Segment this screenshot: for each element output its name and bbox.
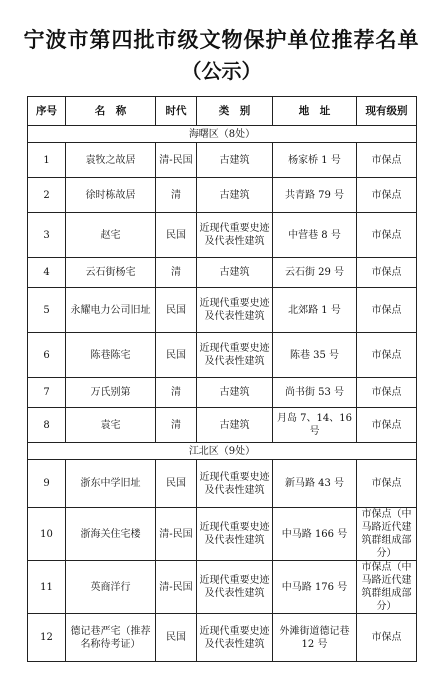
table-row	[28, 288, 417, 333]
cell-no: 11	[28, 561, 66, 614]
cell-level: 市保点（中马路近代建筑群组成部分）	[357, 508, 417, 561]
cell-name: 袁牧之故居	[66, 143, 156, 178]
cell-category: 古建筑	[197, 378, 273, 408]
cell-address: 外滩街道德记巷 12 号	[273, 614, 357, 662]
cell-era: 清-民国	[156, 508, 197, 561]
cell-category: 近现代重要史迹及代表性建筑	[197, 460, 273, 508]
cell-name: 袁宅	[66, 408, 156, 443]
cell-no: 7	[28, 378, 66, 408]
cell-era: 清	[156, 258, 197, 288]
heritage-table	[27, 96, 417, 662]
section-label: 海曙区（8处）	[28, 126, 417, 143]
table-row	[28, 614, 417, 662]
cell-level: 市保点（中马路近代建筑群组成部分）	[357, 561, 417, 614]
table-row	[28, 258, 417, 288]
header-level: 现有级别	[357, 97, 417, 126]
cell-level: 市保点	[357, 213, 417, 258]
table-row	[28, 333, 417, 378]
header-era: 时代	[156, 97, 197, 126]
cell-address: 中马路 166 号	[273, 508, 357, 561]
cell-no: 9	[28, 460, 66, 508]
document-subtitle: （公示）	[181, 59, 262, 83]
cell-name: 徐时栋故居	[66, 178, 156, 213]
cell-category: 古建筑	[197, 143, 273, 178]
section-label: 江北区（9处）	[28, 443, 417, 460]
cell-name: 永耀电力公司旧址	[66, 288, 156, 333]
cell-level: 市保点	[357, 614, 417, 662]
table-row	[28, 178, 417, 213]
cell-no: 10	[28, 508, 66, 561]
table-row	[28, 378, 417, 408]
cell-level: 市保点	[357, 288, 417, 333]
cell-era: 民国	[156, 333, 197, 378]
cell-category: 近现代重要史迹及代表性建筑	[197, 561, 273, 614]
cell-no: 6	[28, 333, 66, 378]
cell-name: 云石街杨宅	[66, 258, 156, 288]
cell-address: 云石街 29 号	[273, 258, 357, 288]
document-title: 宁波市第四批市级文物保护单位推荐名单	[23, 27, 420, 52]
cell-category: 近现代重要史迹及代表性建筑	[197, 333, 273, 378]
table-row	[28, 508, 417, 561]
header-name: 名 称	[66, 97, 156, 126]
table-row	[28, 143, 417, 178]
cell-name: 陈巷陈宅	[66, 333, 156, 378]
table-row	[28, 561, 417, 614]
cell-no: 4	[28, 258, 66, 288]
cell-address: 杨家桥 1 号	[273, 143, 357, 178]
cell-category: 近现代重要史迹及代表性建筑	[197, 508, 273, 561]
cell-no: 5	[28, 288, 66, 333]
cell-address: 陈巷 35 号	[273, 333, 357, 378]
cell-address: 共青路 79 号	[273, 178, 357, 213]
cell-level: 市保点	[357, 143, 417, 178]
cell-address: 月岛 7、14、16 号	[273, 408, 357, 443]
cell-address: 中营巷 8 号	[273, 213, 357, 258]
cell-address: 北郊路 1 号	[273, 288, 357, 333]
header-no: 序号	[28, 97, 66, 126]
cell-era: 民国	[156, 460, 197, 508]
cell-category: 近现代重要史迹及代表性建筑	[197, 288, 273, 333]
cell-no: 12	[28, 614, 66, 662]
cell-era: 清-民国	[156, 561, 197, 614]
header-address: 地 址	[273, 97, 357, 126]
header-category: 类 别	[197, 97, 273, 126]
table-row	[28, 408, 417, 443]
cell-no: 8	[28, 408, 66, 443]
cell-no: 1	[28, 143, 66, 178]
cell-address: 中马路 176 号	[273, 561, 357, 614]
cell-name: 赵宅	[66, 213, 156, 258]
cell-name: 浙海关住宅楼	[66, 508, 156, 561]
table-row	[28, 213, 417, 258]
table-row	[28, 460, 417, 508]
cell-category: 古建筑	[197, 408, 273, 443]
cell-level: 市保点	[357, 408, 417, 443]
cell-era: 清	[156, 178, 197, 213]
cell-no: 3	[28, 213, 66, 258]
cell-no: 2	[28, 178, 66, 213]
section-row-haishu	[28, 126, 417, 143]
cell-address: 尚书街 53 号	[273, 378, 357, 408]
cell-name: 浙东中学旧址	[66, 460, 156, 508]
cell-level: 市保点	[357, 460, 417, 508]
cell-era: 民国	[156, 213, 197, 258]
cell-era: 民国	[156, 614, 197, 662]
cell-address: 新马路 43 号	[273, 460, 357, 508]
cell-level: 市保点	[357, 333, 417, 378]
cell-category: 古建筑	[197, 178, 273, 213]
section-row-jiangbei	[28, 443, 417, 460]
cell-era: 清-民国	[156, 143, 197, 178]
cell-era: 清	[156, 408, 197, 443]
cell-level: 市保点	[357, 378, 417, 408]
cell-category: 近现代重要史迹及代表性建筑	[197, 213, 273, 258]
cell-era: 清	[156, 378, 197, 408]
cell-category: 古建筑	[197, 258, 273, 288]
cell-name: 德记巷严宅（推荐名称待考证）	[66, 614, 156, 662]
cell-category: 近现代重要史迹及代表性建筑	[197, 614, 273, 662]
table-header-row	[28, 97, 417, 126]
cell-era: 民国	[156, 288, 197, 333]
cell-level: 市保点	[357, 258, 417, 288]
cell-name: 英商洋行	[66, 561, 156, 614]
cell-name: 万氏别第	[66, 378, 156, 408]
cell-level: 市保点	[357, 178, 417, 213]
